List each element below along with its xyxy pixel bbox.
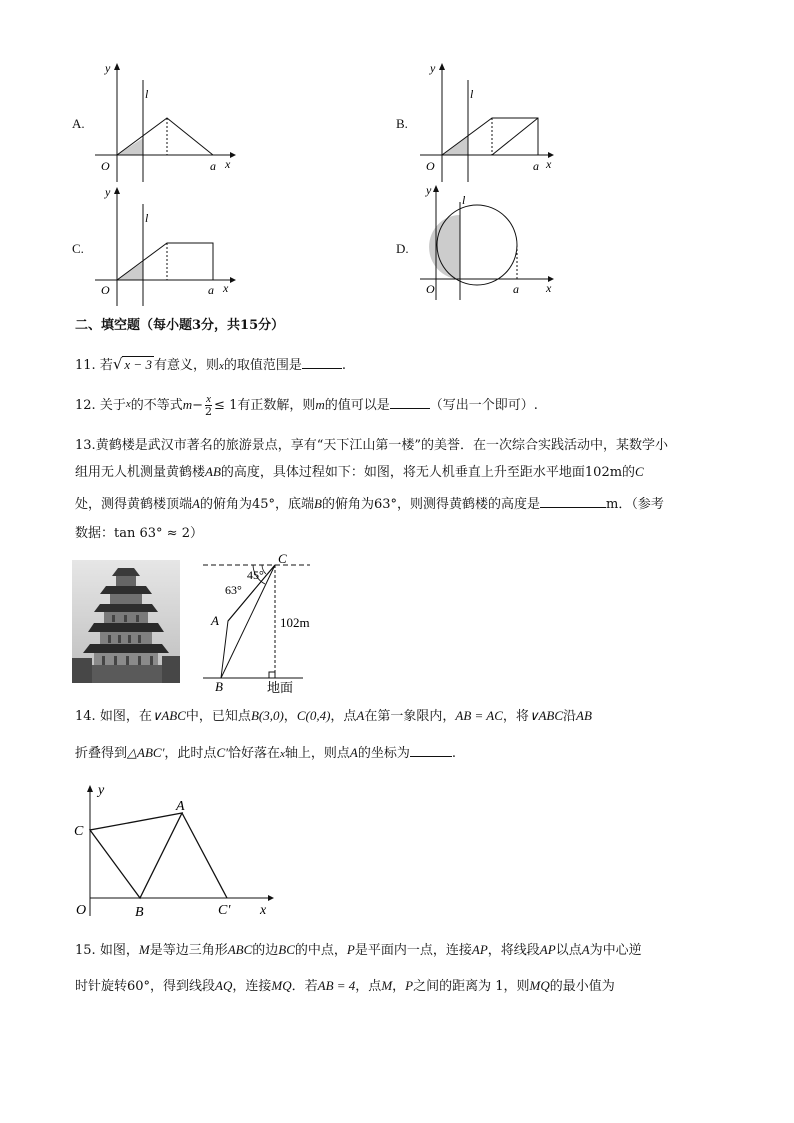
q15-p: P — [346, 942, 355, 957]
q14-text: 折叠得到 — [75, 746, 128, 761]
q14-text: ，将 — [502, 709, 529, 724]
q14-text: 如图，在 — [99, 709, 152, 724]
x-arrow — [268, 895, 274, 901]
q14-text: 中，已知点 — [185, 709, 251, 724]
y-label: y — [105, 185, 111, 199]
q14-a: A — [349, 745, 358, 760]
point-c: C — [278, 551, 287, 566]
q11-radicand: x − 3 — [124, 357, 152, 372]
q12-fraction — [205, 394, 212, 417]
y-arrow — [433, 185, 439, 192]
question-14-line2 — [75, 743, 456, 764]
diagonal-line — [492, 118, 538, 155]
q14-number: 14. — [75, 709, 96, 724]
q12-number: 12. — [75, 398, 96, 413]
q13-b: B — [314, 496, 322, 511]
question-13-line4 — [75, 524, 203, 544]
q12-m: m — [182, 397, 193, 412]
q15-abc: ABC — [227, 942, 253, 957]
q11-var: x — [218, 360, 224, 372]
question-11 — [75, 354, 346, 376]
angle-63: 63° — [225, 583, 242, 597]
angle-45: 45° — [247, 568, 264, 582]
q12-text: 关于 — [99, 398, 126, 413]
q12-var: x — [125, 398, 131, 410]
q15-text: ， — [392, 979, 406, 994]
x-label: x — [225, 157, 231, 171]
question-12 — [75, 394, 538, 417]
radical-sign: √ — [112, 355, 123, 373]
fraction-denominator: 2 — [205, 405, 213, 418]
yellow-crane-tower-photo — [72, 560, 180, 683]
q12-text4: 的值可以是 — [324, 398, 390, 413]
option-c-letter: C. — [72, 241, 84, 256]
q14-text: 的坐标为 — [357, 746, 410, 761]
answer-blank[interactable] — [390, 396, 430, 409]
q15-text: 如图， — [99, 943, 139, 958]
q11-number: 11. — [75, 358, 96, 373]
a-label: a — [533, 159, 539, 173]
q15-text: ，将线段 — [487, 943, 540, 958]
y-arrow — [87, 785, 93, 792]
question-15-line2 — [75, 976, 615, 997]
origin-label: O — [426, 282, 435, 296]
answer-blank[interactable] — [410, 744, 452, 757]
origin-label: O — [101, 283, 110, 297]
point-b: B — [135, 905, 144, 920]
option-d-graph — [420, 180, 565, 305]
q12-m2: m — [315, 397, 325, 412]
q13-text: ） — [189, 526, 203, 541]
q13-text: 处，测得黄鹤楼顶端 — [75, 497, 193, 512]
q15-p: P — [405, 978, 414, 993]
right-angle-mark — [269, 672, 275, 678]
origin-label: O — [426, 159, 435, 173]
q15-eq: AB = 4 — [317, 978, 356, 993]
y-arrow — [439, 63, 445, 70]
point-c-prime: C′ — [218, 903, 231, 918]
q15-text: ．若 — [291, 979, 318, 994]
answer-blank[interactable] — [302, 356, 342, 369]
point-b: B — [215, 679, 223, 694]
origin-label: O — [76, 903, 87, 918]
q14-point-c: C(0,4) — [296, 708, 331, 723]
q15-text: 的中点， — [294, 943, 347, 958]
a-label: a — [208, 283, 214, 297]
q13-text: 黄鹤楼是武汉市著名的旅游景点，享有“天下江山第一楼”的美誉．在一次综合实践活动中，某数学小 — [95, 438, 668, 453]
q12-text3: 有正数解，则 — [237, 398, 316, 413]
q15-a: A — [581, 942, 590, 957]
l-label: l — [462, 193, 466, 207]
q14-text: 恰好落在 — [227, 746, 280, 761]
q12-end: （写出一个即可）. — [429, 398, 538, 413]
q14-triangle: ∨ABC — [151, 708, 186, 723]
q15-text: 是等边三角形 — [149, 943, 228, 958]
q14-triangle: △ABC′ — [127, 745, 165, 760]
q15-text: 为中心逆 — [589, 943, 642, 958]
q13-text: 数据： — [75, 526, 115, 541]
option-a-graph — [95, 58, 240, 186]
q14-text: ，此时点 — [164, 746, 217, 761]
question-13-line1 — [75, 436, 668, 456]
q14-ab: AB — [576, 708, 592, 723]
q11-text: 若 — [99, 358, 113, 373]
x-arrow — [230, 152, 236, 158]
y-label: y — [98, 783, 105, 798]
segment-ac-prime — [182, 813, 227, 898]
q12-le: ≤ 1 — [214, 398, 238, 413]
q15-text: 之间的距离为 1，则 — [413, 979, 530, 994]
q14-text: ，点 — [330, 709, 357, 724]
q13-c: C — [635, 464, 644, 479]
y-label: y — [430, 61, 436, 75]
point-c: C — [74, 824, 84, 839]
origin-label: O — [101, 159, 110, 173]
q12-text2: 的不等式 — [130, 398, 183, 413]
q15-text: 以点 — [555, 943, 582, 958]
q13-text: 组用无人机测量黄鹤楼 — [75, 465, 206, 480]
y-label: y — [426, 183, 432, 197]
answer-blank[interactable] — [540, 495, 606, 508]
q15-mq: MQ — [271, 978, 292, 993]
q15-number: 15. — [75, 943, 96, 958]
q11-text2: 有意义，则 — [153, 358, 219, 373]
q14-x: x — [279, 748, 285, 760]
a-label: a — [210, 159, 216, 173]
q13-text: m．（参考 — [606, 497, 664, 512]
q13-text: 的高度，具体过程如下：如图，将无人机垂直上升至距水平地面102m的 — [220, 465, 636, 480]
q15-m: M — [381, 978, 393, 993]
x-label: x — [223, 281, 229, 295]
question-13-line2 — [75, 462, 644, 483]
question-14-line1 — [75, 706, 592, 727]
l-label: l — [145, 87, 149, 101]
q13-text: 的俯角为45°，底端 — [199, 497, 315, 512]
point-a: A — [211, 613, 219, 628]
point-a: A — [176, 799, 185, 814]
y-arrow — [114, 63, 120, 70]
q15-mq: MQ — [529, 978, 550, 993]
q13-number: 13. — [75, 438, 96, 453]
l-label: l — [145, 211, 149, 225]
q15-bc: BC — [278, 942, 295, 957]
q14-text: 轴上，则点 — [284, 746, 350, 761]
y-label: y — [105, 61, 111, 75]
q15-text: 是平面内一点，连接 — [354, 943, 472, 958]
q15-text: 的最小值为 — [549, 979, 615, 994]
a-label: a — [513, 282, 519, 296]
ground-label: 地面 — [267, 680, 294, 695]
q15-text: ，点 — [355, 979, 382, 994]
q14-a: A — [356, 708, 365, 723]
l-label: l — [470, 87, 474, 101]
q13-a: A — [192, 496, 200, 511]
q15-aq: AQ — [215, 978, 233, 993]
y-arrow — [114, 187, 120, 194]
x-label: x — [546, 157, 552, 171]
q13-text: 的俯角为63°，则测得黄鹤楼的高度是 — [321, 497, 541, 512]
option-b-graph — [420, 58, 565, 186]
option-b-letter: B. — [396, 116, 408, 131]
shaded-area — [429, 215, 460, 279]
fraction-numerator: x — [206, 393, 211, 405]
option-c-graph — [95, 182, 240, 310]
x-label: x — [546, 281, 552, 295]
triangle-abc — [90, 813, 182, 898]
q13-tan: tan 63° ≈ 2 — [114, 526, 190, 541]
q12-minus: − — [192, 398, 204, 413]
q15-text: ，连接 — [232, 979, 272, 994]
option-a-letter: A. — [72, 116, 85, 131]
question-15-line1 — [75, 940, 642, 961]
q14-eq: AB = AC — [455, 708, 503, 723]
q15-text: 时针旋转60°，得到线段 — [75, 979, 216, 994]
q14-sep: ， — [283, 709, 297, 724]
q15-text: 的边 — [252, 943, 279, 958]
q14-point-b: B(3,0) — [250, 708, 284, 723]
q13-ab: AB — [205, 464, 221, 479]
question-13-line3 — [75, 494, 664, 515]
q14-text: 在第一象限内， — [364, 709, 456, 724]
height-label: 102m — [280, 615, 310, 630]
x-label: x — [260, 903, 267, 918]
x-arrow — [230, 277, 236, 283]
q15-ap: AP — [471, 942, 488, 957]
q14-text: 沿 — [563, 709, 577, 724]
q14-figure — [70, 778, 285, 920]
q15-m: M — [138, 942, 150, 957]
q11-end: . — [341, 358, 347, 373]
option-d-letter: D. — [396, 241, 409, 256]
section-title: 二、填空题（每小题3分，共15分） — [75, 318, 285, 333]
q11-text3: 的取值范围是 — [223, 358, 302, 373]
q15-ap: AP — [539, 942, 556, 957]
q14-cprime: C′ — [216, 745, 228, 760]
q13-figure — [195, 547, 315, 697]
q14-end: . — [451, 746, 456, 761]
q14-triangle: ∨ABC — [528, 708, 564, 723]
